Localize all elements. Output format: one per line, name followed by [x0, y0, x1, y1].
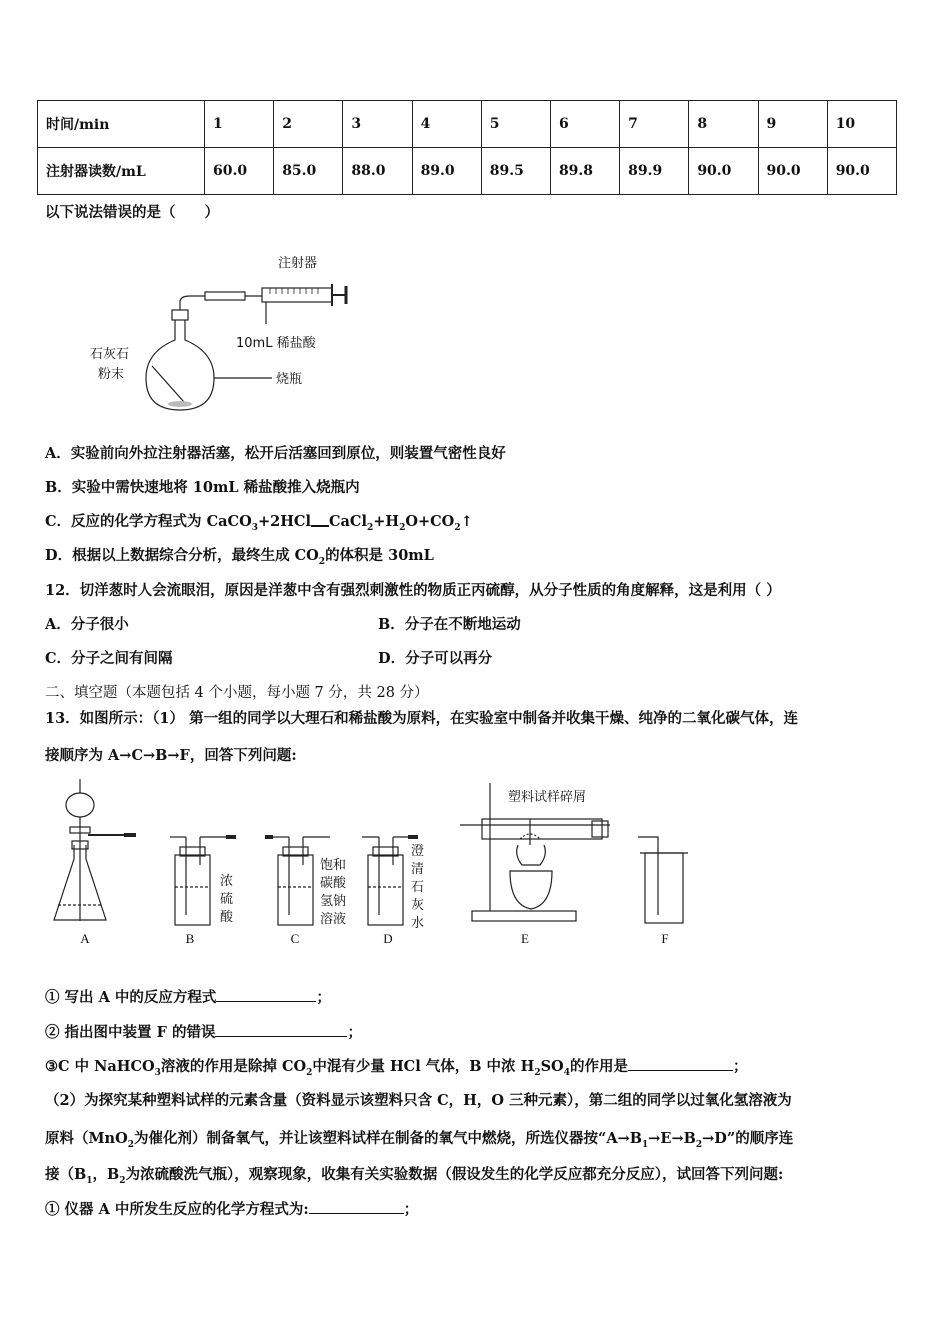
d-label-char: 澄	[411, 844, 425, 859]
table-cell: 时间/min	[38, 101, 205, 148]
question-12-stem: 12．切洋葱时人会流眼泪，原因是洋葱中含有强烈刺激性的物质正丙硫醇，从分子性质的角度解释，这是利用（ ）	[45, 582, 781, 599]
c-label-line: 碳酸	[320, 876, 347, 891]
option-b: B．实验中需快速地将 10mL 稀盐酸推入烧瓶内	[45, 479, 360, 496]
table-cell: 89.8	[550, 148, 619, 195]
flask-label: 烧瓶	[276, 372, 303, 387]
syringe-label: 注射器	[278, 256, 318, 271]
b-label-char: 酸	[220, 910, 234, 925]
table-cell: 90.0	[689, 148, 758, 195]
powder-label-1: 石灰石	[90, 347, 130, 362]
data-table	[37, 100, 897, 195]
table-cell: 注射器读数/mL	[38, 148, 205, 195]
c-label-line: 饱和	[320, 858, 347, 873]
apparatus-label: F	[661, 931, 669, 946]
table-cell: 90.0	[827, 148, 896, 195]
table-cell: 85.0	[274, 148, 343, 195]
q13-part-2: ② 指出图中装置 F 的错误 ；	[45, 1024, 362, 1041]
q12-option-b: B．分子在不断地运动	[378, 616, 521, 633]
table-cell: 4	[412, 101, 481, 148]
answer-blank[interactable]	[216, 987, 316, 1002]
table-cell: 1	[205, 101, 274, 148]
apparatus-label: D	[383, 931, 393, 946]
d-label-char: 灰	[411, 898, 425, 913]
table-cell: 8	[689, 101, 758, 148]
table-row	[38, 148, 897, 195]
option-c: C．反应的化学方程式为 CaCO$_3$+2HCl $CaCl_2+H_2O+CO_2↑$	[45, 513, 473, 533]
answer-blank[interactable]	[309, 1199, 404, 1214]
answer-blank[interactable]	[215, 1022, 347, 1037]
e-label: 塑料试样碎屑	[508, 790, 587, 805]
section-heading: 二、填空题（本题包括 4 个小题，每小题 7 分，共 28 分）	[45, 685, 429, 701]
table-cell: 89.5	[481, 148, 550, 195]
b-label-char: 浓	[220, 874, 234, 889]
option-d: D．根据以上数据综合分析，最终生成 $CO_2$的体积是 30mL	[45, 547, 434, 567]
table-cell: 60.0	[205, 148, 274, 195]
d-label-char: 石	[411, 880, 425, 895]
table-cell: 89.9	[620, 148, 689, 195]
q13-line-2: 接顺序为 A→C→B→F，回答下列问题:	[45, 747, 297, 764]
apparatus-label: A	[80, 931, 90, 946]
d-label-char: 水	[411, 916, 425, 931]
table-cell: 7	[620, 101, 689, 148]
d-label-char: 清	[411, 862, 425, 877]
table-cell: 6	[550, 101, 619, 148]
q13-part-2-line-1: （2）为探究某种塑料试样的元素含量（资料显示该塑料只含 C，H，O 三种元素），第二组的同学以过氧化氢溶液为	[45, 1092, 792, 1109]
q12-option-a: A．分子很小	[45, 616, 129, 633]
q13-last-question: ① 仪器 A 中所发生反应的化学方程式为: ；	[45, 1201, 419, 1218]
q12-option-d: D．分子可以再分	[378, 650, 493, 667]
apparatus-label: B	[185, 931, 195, 946]
question-stem: 以下说法错误的是（ ）	[45, 204, 219, 221]
c-label-line: 氢钠	[320, 894, 347, 909]
powder-label-2: 粉末	[98, 367, 125, 382]
c-label-line: 溶液	[320, 912, 347, 927]
table-row	[38, 101, 897, 148]
q13-part-2-line-2: 原料（MnO$_2$为催化剂）制备氧气，并让该塑料试样在制备的氧气中燃烧，所选仪器按“$A\to B_1\to E\to B_2\to D$”的顺序连	[45, 1130, 794, 1150]
apparatus-label: E	[521, 931, 529, 946]
table-cell: 88.0	[343, 148, 412, 195]
table-cell: 3	[343, 101, 412, 148]
q13-part-3: ③C 中 NaHCO$_3$溶液的作用是除掉 $CO_2$中混有少量 HCl 气体，B 中浓 $H_2SO_4$的作用是 ；	[45, 1058, 748, 1078]
q13-line-1: 13．如图所示：（1） 第一组的同学以大理石和稀盐酸为原料，在实验室中制备并收集干燥、纯净的二氧化碳气体，连	[45, 710, 799, 727]
apparatus-figure-1	[80, 240, 380, 415]
answer-blank[interactable]	[628, 1056, 733, 1071]
option-a: A．实验前向外拉注射器活塞，松开后活塞回到原位，则装置气密性良好	[45, 445, 506, 462]
table-cell: 89.0	[412, 148, 481, 195]
q12-option-c: C．分子之间有间隔	[45, 650, 173, 667]
apparatus-label: C	[290, 931, 300, 946]
apparatus-figure-2	[40, 775, 740, 950]
b-label-char: 硫	[220, 892, 234, 907]
table-cell: 5	[481, 101, 550, 148]
q13-part-2-line-3: 接（$B_1$，$B_2$为浓硫酸洗气瓶），观察现象，收集有关实验数据（假设发生的化学反应都充分反应），试回答下列问题:	[45, 1166, 784, 1186]
table-cell: 9	[758, 101, 827, 148]
table-cell: 10	[827, 101, 896, 148]
q13-part-1: ① 写出 A 中的反应方程式 ；	[45, 989, 331, 1006]
table-cell: 2	[274, 101, 343, 148]
table-cell: 90.0	[758, 148, 827, 195]
acid-label: 10mL 稀盐酸	[236, 336, 316, 351]
